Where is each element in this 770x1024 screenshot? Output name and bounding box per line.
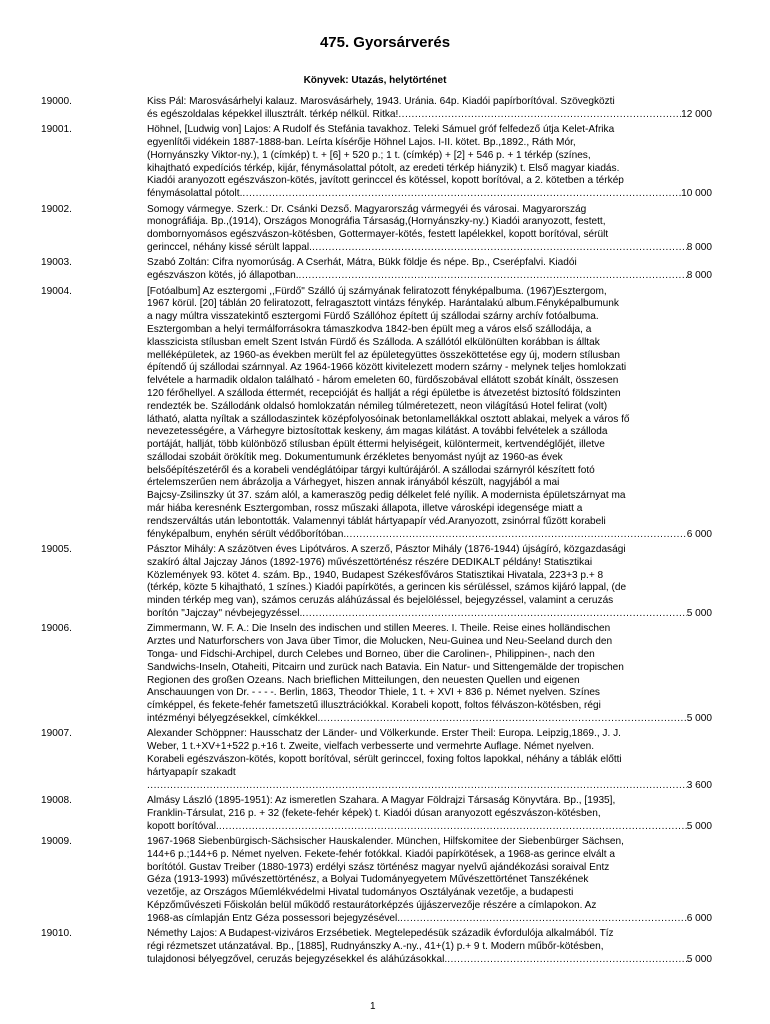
description-line: Bajcsy-Zsilinszky út 37. szám alól, a kameraszög pedig délkelet felé nyílik. A modernista épületszárnyat ma	[147, 490, 626, 502]
lot-entry	[0, 286, 770, 542]
description-line: hártyapapír szakadt	[147, 766, 236, 778]
lot-number: 19008.	[41, 794, 72, 806]
dot-leader	[400, 913, 687, 926]
lot-number: 19006.	[41, 623, 72, 635]
description-last-line: fénymásolattal pótolt.	[147, 188, 243, 200]
price-line	[147, 188, 712, 201]
lot-entry	[0, 257, 770, 283]
page-title: 475. Gyorsárverés	[319, 34, 451, 51]
dot-leader	[299, 270, 687, 283]
description-line: dombornyomásos egészvászon-kötésben, Gottermayer-kötés, festett lapélekkel, kopott borítóval, sérült	[147, 229, 609, 241]
dot-leader	[242, 188, 681, 201]
description-line: rendszerváltás után lebontották. Valamennyi táblát hártyapapír véd.Aranyozott, zsinórral fűzött korabeli	[147, 515, 606, 527]
dot-leader	[447, 954, 687, 967]
description-line: címképpel, és fekete-fehér fametszetű illusztrációkkal. Korabeli kopott, foltos félvászon-kötésben, régi	[147, 700, 601, 712]
lot-description	[147, 835, 712, 926]
description-line: Franklin-Társulat, 216 p. + 32 (fekete-fehér képek) t. Kiadói dúsan aranyozott egészvászon-kötésben,	[147, 807, 601, 819]
price-line	[147, 109, 712, 122]
dot-leader	[312, 242, 687, 255]
description-last-line: intézményi bélyegzésekkel, címkékkel.	[147, 713, 321, 725]
description-line: vezetője, az Országos Műemlékvédelmi Hivatal tudományos Osztályának vezetője, a budapesti	[147, 887, 574, 899]
description-line: Zimmermann, W. F. A.: Die Inseln des indischen und stillen Meeres. I. Theile. Reise eines holländischen	[147, 623, 611, 635]
lot-number: 19009.	[41, 835, 72, 847]
lot-number: 19004.	[41, 285, 72, 297]
description-line: Regionen des großen Ozeans. Nach brieflichen Mitteilungen, den neuesten Quellen und eigenen	[147, 674, 580, 686]
price-line	[147, 954, 712, 967]
description-line: belsőépítészetéről és a korabeli vendéglátóipar tárgyi kultúrájáról. A szállodai szárnyról készített fotó	[147, 464, 595, 476]
description-line: portáját, hallját, több különböző stílusban épült éttermi helyiségeit, különtermeit, kertvendéglőjét, illetve	[147, 439, 605, 451]
starting-price: 8 000	[686, 270, 712, 282]
description-last-line: gerinccel, néhány kissé sérült lappal.	[147, 241, 312, 253]
description-line: Közlemények 93. kötet 4. szám. Bp., 1940, Budapest Székesfőváros Statisztikai Hivatala, 223+3 p.+ 8	[147, 569, 604, 581]
starting-price: 5 000	[686, 820, 712, 832]
starting-price: 5 000	[686, 953, 712, 965]
price-line	[147, 713, 712, 726]
description-line: Arztes und Naturforschers von Java über Timor, die Molucken, Neu-Guinea und Neu-Seeland durch den	[147, 636, 613, 648]
description-line: már hiába keresnénk Esztergomban, rossz műszaki állapota, illetve városképi idegensége miatt a	[147, 503, 583, 515]
description-line: értelemszerűen nem ábrázolja a Várhegyet, hiszen annak irányából készült, nagyjából a mai	[147, 477, 560, 489]
starting-price: 5 000	[686, 608, 712, 620]
description-line: Némethy Lajos: A Budapest-viziváros Erzsébetiek. Megtelepedésük századik évfordulója alkalmából. Tíz	[147, 928, 614, 940]
lot-entry	[0, 623, 770, 725]
description-line: Géza (1913-1993) művészettörténész, a Bolyai Tudományegyetem Művészettörténet Tanszékének	[147, 874, 589, 886]
description-line: Kiss Pál: Marosvásárhelyi kalauz. Marosvásárhely, 1943. Uránia. 64p. Kiadói papírborítóval. Szövegközti	[147, 96, 615, 107]
description-line: minden térkép meg van), számos ceruzás aláhúzással és bejelöléssel, bejegyzéssel, valamint a ceruzás	[147, 595, 614, 607]
lot-description	[147, 257, 712, 283]
description-line: rendezték be. Szállodánk oldalsó homlokzatán némileg túlméretezett, neon világítású Hotel felirat (volt)	[147, 400, 608, 412]
dot-leader	[398, 109, 681, 122]
starting-price: 6 000	[686, 912, 712, 924]
starting-price: 3 600	[686, 779, 712, 791]
lot-entry	[0, 795, 770, 833]
lot-description	[147, 96, 712, 122]
starting-price: 8 000	[686, 241, 712, 253]
lot-description	[147, 285, 712, 542]
description-line: Alexander Schöppner: Hausschatz der Länder- und Völkerkunde. Erster Theil: Europa. Leipzig,1869., J. J.	[147, 728, 621, 740]
description-line: 120 férőhellyel. A szálloda éttermét, recepcióját és hallját a régi épületbe is átvezetést biztosító földszinten	[147, 387, 621, 399]
description-line: Tonga- und Fidschi-Archipel, durch Celebes und Borneo, über die Carolinen-, Philippinen-, nach den	[147, 649, 595, 661]
lot-number: 19000.	[41, 96, 72, 107]
description-line: Somogy vármegye. Szerk.: Dr. Csánki Dezső. Magyarország vármegyéi és városai. Magyarország	[147, 203, 587, 215]
entry-list	[0, 96, 770, 969]
description-line: 144+6 p.;144+6 p. Német nyelven. Fekete-fehér fotókkal. Kiadói papírkötések, a 1968-as gerince elvált a	[147, 848, 615, 860]
price-line	[147, 608, 712, 621]
lot-entry	[0, 836, 770, 926]
description-last-line: kopott borítóval.	[147, 820, 219, 832]
description-line: (térkép, közte 5 kihajtható, 1 színes.) Kiadói papírkötés, a gerincen kis sérüléssel, számos kijáró lappal, (de	[147, 582, 627, 594]
description-line: (Hornyánszky Viktor-ny.), 1 (címkép) t. + [6] + 520 p.; 1 t. (címkép) + [2] + 546 p. + 1 térkép (színes,	[147, 149, 591, 161]
price-line	[147, 821, 712, 834]
lot-entry	[0, 96, 770, 122]
lot-entry	[0, 204, 770, 255]
lot-description	[147, 794, 712, 833]
lot-description	[147, 928, 712, 966]
lot-number: 19001.	[41, 124, 72, 136]
price-line	[147, 270, 712, 283]
description-line: Esztergomban a helyi termálforrásokra támaszkodva 1842-ben épült meg a város első szállodája, a	[147, 323, 592, 335]
description-last-line: és egészoldalas képekkel illusztrált. térkép nélkül. Ritka!	[147, 108, 399, 120]
description-line: látható, alatta nyíltak a szállodaszintek középfolyosóinak betonlamellákkal osztott ablakai, melyek a város fő	[147, 413, 630, 425]
description-line: régi rézmetszet utánzatával. Bp., [1885], Rudnyánszky A.-ny., 41+(1) p.+ 9 t. Modern műbőr-kötésben,	[147, 940, 604, 952]
description-line: felvétele a harmadik oldalon található - három emeleten 60, fürdőszobával ellátott szobát kínált, összesen	[147, 375, 619, 387]
lot-number: 19010.	[41, 928, 72, 940]
description-line: Korabeli egészvászon-kötés, kopott borítóval, sérült gerinccel, foxing foltos lapokkal, néhány a táblák előtti	[147, 754, 622, 765]
description-last-line: borítón "Jajczay" névbejegyzéssel.	[147, 608, 303, 620]
description-line: nevezetességére, a Várhegyre biztosítottak keskeny, ám magas kilátást. A további felvételek a szálloda	[147, 426, 608, 438]
lot-entry	[0, 728, 770, 792]
lot-description	[147, 124, 712, 201]
description-line: Anschauungen von Dr. - - - -. Berlin, 1863, Theodor Thiele, 1 t. + XVI + 836 p. Német nyelven. Színes	[147, 687, 600, 699]
description-last-line: 1968-as címlapján Entz Géza possessori bejegyzésével.	[147, 912, 401, 924]
description-line: melléképületek, az 1960-as években merült fel az épületegyüttes összeköttetése egy új, modern stílusban	[147, 349, 620, 361]
price-line	[147, 913, 712, 926]
description-line: Höhnel, [Ludwig von] Lajos: A Rudolf és Stefánia tavakhoz. Teleki Sámuel gróf felfedező útja Kelet-Afrika	[147, 124, 615, 136]
dot-leader	[346, 529, 687, 542]
lot-description	[147, 728, 712, 792]
lot-number: 19002.	[41, 203, 72, 215]
description-last-line: tulajdonosi bélyegzővel, ceruzás bejegyzésekkel és aláhúzásokkal.	[147, 953, 448, 965]
dot-leader	[147, 780, 687, 793]
starting-price: 6 000	[686, 528, 712, 540]
lot-entry	[0, 544, 770, 621]
page-number: 1	[370, 1001, 376, 1012]
description-line: Weber, 1 t.+XV+1+522 p.+16 t. Zweite, vielfach verbesserte und vermehrte Auflage. Német nyelven.	[147, 741, 594, 753]
starting-price: 10 000	[681, 188, 712, 200]
description-line: Almásy László (1895-1951): Az ismeretlen Szahara. A Magyar Földrajzi Társaság Könyvtára. Bp., [1935],	[147, 794, 616, 806]
lot-description	[147, 623, 712, 725]
description-line: Pásztor Mihály: A százötven éves Lipótváros. A szerző, Pásztor Mihály (1876-1944) újságíró, közgazdasági	[147, 544, 626, 556]
dot-leader	[302, 608, 686, 621]
description-line: a nagy múltra visszatekintő esztergomi Fürdő Szállóhoz épített új szállodai szárny archív fotóalbuma.	[147, 311, 599, 323]
lot-description	[147, 544, 712, 621]
section-subtitle: Könyvek: Utazás, helytörténet	[303, 75, 447, 86]
description-line: borítótól. Gustav Treiber (1880-1973) erdélyi szász történész magyar nyelvű ajándékozási soraival Entz	[147, 861, 610, 873]
lot-number: 19007.	[41, 728, 72, 740]
description-line: építendő új szállodai szárnnyal. Az 1964-1966 között kivitelezett modern szárny - melynek teljes homlokzati	[147, 362, 627, 374]
description-line: szállodai szobáit örökítik meg. Dokumentumunk érzékletes benyomást nyújt az 1960-as évek	[147, 451, 563, 463]
description-last-line: egészvászon kötés, jó állapotban.	[147, 270, 299, 282]
dot-leader	[320, 713, 686, 726]
lot-entry	[0, 124, 770, 201]
description-line: klasszicista stílusban emelt Szent István Fürdő és Szálloda. A szállótól elkülönülten korábban is álltak	[147, 336, 600, 348]
price-line	[147, 780, 712, 793]
lot-description	[147, 203, 712, 255]
lot-number: 19005.	[41, 544, 72, 556]
description-line: szakíró által Jajczay János (1892-1976) művészettörténész részére DEDIKÁLT példány! Statisztikai	[147, 556, 593, 568]
description-line: Kiadói aranyozott egészvászon-kötés, javított gerinccel és kötéssel, kopott borítóval, a 2. kötetben a térkép	[147, 175, 624, 187]
description-line: egyenlítői vidékein 1887-1888-ban. Leírta kísérője Höhnel Lajos. I-II. kötet. Bp.,1892., Ráth Mór,	[147, 136, 576, 148]
lot-number: 19003.	[41, 257, 72, 269]
description-line: monográfiája. Bp.,(1914), Országos Monográfia Társaság,(Hornyánszky-ny.) Kiadói aranyozott, festett,	[147, 216, 606, 228]
dot-leader	[219, 821, 687, 834]
price-line	[147, 529, 712, 542]
description-line: 1967 körül. [20] táblán 20 feliratozott, felragasztott vintázs fénykép. Harántalakú album.Fényképalbumunk	[147, 298, 619, 310]
description-last-line: fényképalbum, enyhén sérült védőborítóban.	[147, 528, 347, 540]
lot-entry	[0, 928, 770, 966]
description-line: Képzőművészeti Főiskolán belül működő restaurátorképzés újjászervezője részére a címlapokon. Az	[147, 899, 597, 911]
description-line: kihajtható expedíciós térkép, kijár, fénymásolattal pótolt, az eredeti térkép hiányzik) t. Első magyar kiadás.	[147, 162, 620, 174]
price-line	[147, 242, 712, 255]
description-line: Szabó Zoltán: Cifra nyomorúság. A Cserhát, Mátra, Bükk földje és népe. Bp., Cserépfalvi. Kiadói	[147, 257, 577, 269]
description-line: Sandwichs-Inseln, Otaheiti, Pitcairn und zurück nach Batavia. Ein Natur- und Sittengemälde der tropischen	[147, 661, 624, 673]
starting-price: 5 000	[686, 713, 712, 725]
starting-price: 12 000	[681, 108, 712, 120]
description-line: [Fotóalbum] Az esztergomi ,,Fürdő" Szálló új szárnyának feliratozott fényképalbuma. (1967)Esztergom,	[147, 285, 607, 297]
description-line: 1967-1968 Siebenbürgisch-Sächsischer Hauskalender. München, Hilfskomitee der Siebenbürger Sächsen,	[147, 835, 624, 847]
